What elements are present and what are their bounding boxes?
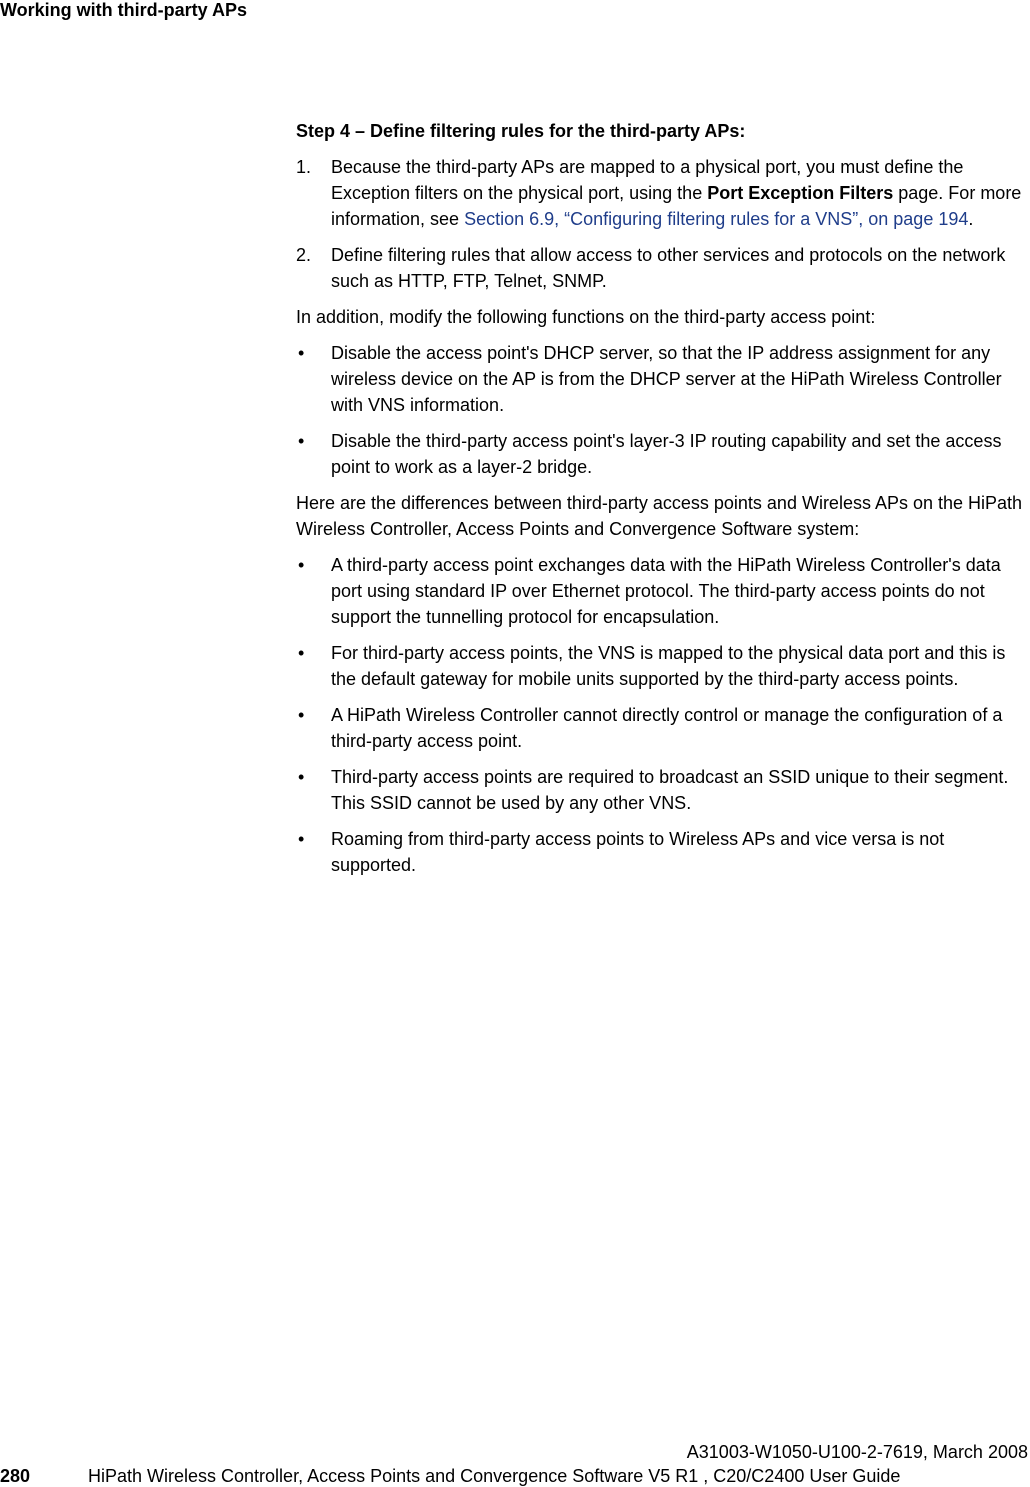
item-number: 1.: [296, 157, 312, 177]
bullet-icon: •: [298, 343, 305, 363]
bullet-text: For third-party access points, the VNS is mapped to the physical data port and this is the default gateway for mobile units supported by the third-party access points.: [331, 643, 1006, 689]
bullet-icon: •: [298, 431, 305, 451]
numbered-item-1: [296, 154, 1030, 232]
bullet-item: [296, 428, 1030, 480]
page-number: 280: [0, 1466, 31, 1486]
bullet-item: [296, 340, 1030, 418]
numbered-item-2: [296, 242, 1030, 294]
bullet-icon: •: [298, 643, 305, 663]
bullet-item: [296, 552, 1030, 630]
intro-paragraph: In addition, modify the following functions on the third-party access point:: [296, 307, 876, 327]
bullet-text: Roaming from third-party access points to Wireless APs and vice versa is not supported.: [331, 829, 945, 875]
port-exception-filters-label: Port Exception Filters: [707, 183, 894, 203]
main-content: [296, 118, 1030, 888]
item-text: page. For more information, see: [331, 183, 1022, 229]
bullet-item: [296, 640, 1030, 692]
bullet-text: A third-party access point exchanges data with the HiPath Wireless Controller's data port using standard IP over Ethernet protocol. The third-party access points do not support the tunnelling protocol for encapsulation.: [331, 555, 1001, 627]
item-text-end: .: [968, 209, 974, 229]
item-text: Because the third-party APs are mapped to a physical port, you must define the Exception filters on the physical port, using the: [331, 157, 964, 203]
footer: [0, 1466, 1028, 1486]
item-number: 2.: [296, 245, 312, 265]
bullet-text: A HiPath Wireless Controller cannot directly control or manage the configuration of a third-party access point.: [331, 705, 1003, 751]
bullet-icon: •: [298, 555, 305, 575]
footer-doc-code: A31003-W1050-U100-2-7619, March 2008: [686, 1442, 1028, 1462]
bullet-text: Third-party access points are required to broadcast an SSID unique to their segment. This SSID cannot be used by any other VNS.: [331, 767, 1009, 813]
bullet-item: [296, 702, 1030, 754]
running-head: Working with third-party APs: [0, 0, 248, 20]
bullet-icon: •: [298, 829, 305, 849]
bullet-item: [296, 826, 1030, 878]
item-text: Define filtering rules that allow access to other services and protocols on the network such as HTTP, FTP, Telnet, SNMP.: [331, 245, 1006, 291]
bullet-text: Disable the third-party access point's layer-3 IP routing capability and set the access point to work as a layer-2 bridge.: [331, 431, 1002, 477]
footer-doc-title: HiPath Wireless Controller, Access Points and Convergence Software V5 R1 , C20/C2400 User Guide: [88, 1466, 901, 1486]
differences-paragraph: Here are the differences between third-party access points and Wireless APs on the HiPath Wireless Controller, Access Points and Convergence Software system:: [296, 493, 1023, 539]
bullet-icon: •: [298, 705, 305, 725]
section-6-9-link[interactable]: Section 6.9, “Configuring filtering rules for a VNS”, on page 194: [464, 209, 969, 229]
bullet-text: Disable the access point's DHCP server, so that the IP address assignment for any wireless device on the AP is from the DHCP server at the HiPath Wireless Controller with VNS information.: [331, 343, 1002, 415]
bullet-item: [296, 764, 1030, 816]
step-heading: Step 4 – Define filtering rules for the third-party APs:: [296, 121, 746, 141]
bullet-icon: •: [298, 767, 305, 787]
